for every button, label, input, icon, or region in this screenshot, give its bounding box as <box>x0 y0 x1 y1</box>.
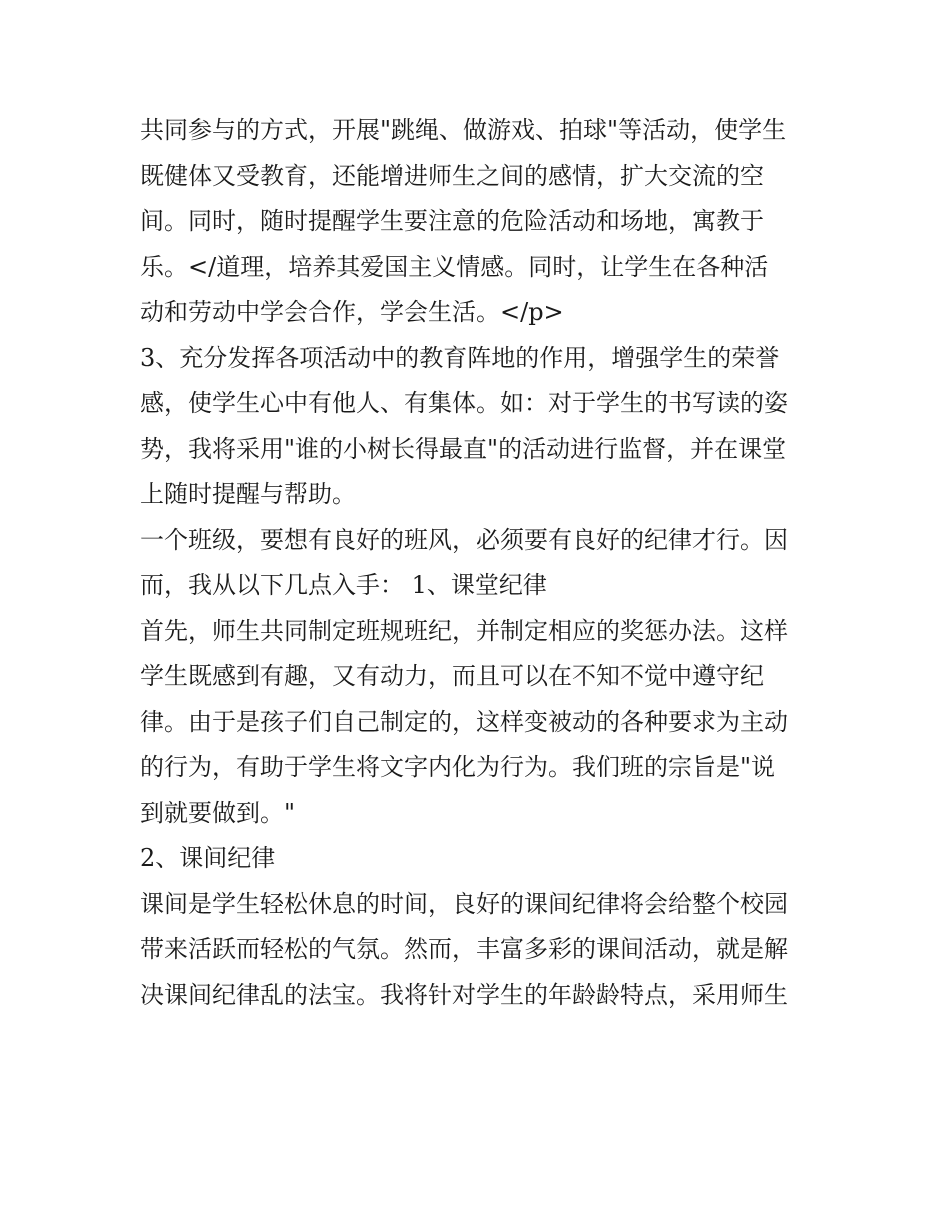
text-line: 一个班级，要想有良好的班风，必须要有良好的纪律才行。因 <box>140 525 788 554</box>
document-body <box>140 108 820 1018</box>
text-line: 的行为，有助于学生将文字内化为行为。我们班的宗旨是"说 <box>140 753 776 781</box>
text-line: 首先，师生共同制定班规班纪，并制定相应的奖惩办法。这样 <box>140 616 788 645</box>
text-line: 带来活跃而轻松的气氛。然而，丰富多彩的课间活动，就是解 <box>140 935 788 963</box>
text-line: 2、课间纪律 <box>140 844 276 872</box>
text-line: 学生既感到有趣，又有动力，而且可以在不知不觉中遵守纪 <box>140 662 764 690</box>
text-line: 律。由于是孩子们自己制定的，这样变被动的各种要求为主动 <box>140 707 788 736</box>
text-line: 到就要做到。" <box>140 798 296 827</box>
text-line: 间。同时，随时提醒学生要注意的危险活动和场地，寓教于 <box>140 207 764 235</box>
text-line: 乐。</道理，培养其爱国主义情感。同时，让学生在各种活 <box>140 252 769 281</box>
text-line: 既健体又受教育，还能增进师生之间的感情，扩大交流的空 <box>140 161 764 190</box>
text-line: 动和劳动中学会合作，学会生活。</p> <box>140 298 564 326</box>
text-line: 感，使学生心中有他人、有集体。如：对于学生的书写读的姿 <box>140 389 788 417</box>
text-line: 势，我将采用"谁的小树长得最直"的活动进行监督，并在课堂 <box>140 434 787 463</box>
text-line: 而，我从以下几点入手： 1、课堂纪律 <box>140 571 547 599</box>
text-line: 共同参与的方式，开展"跳绳、做游戏、拍球"等活动，使学生 <box>140 116 787 144</box>
text-line: 课间是学生轻松休息的时间，良好的课间纪律将会给整个校园 <box>140 889 788 918</box>
text-line: 决课间纪律乱的法宝。我将针对学生的年龄龄特点，采用师生 <box>140 980 788 1009</box>
text-line: 上随时提醒与帮助。 <box>140 480 356 508</box>
text-line: 3、充分发挥各项活动中的教育阵地的作用，增强学生的荣誉 <box>140 343 780 372</box>
